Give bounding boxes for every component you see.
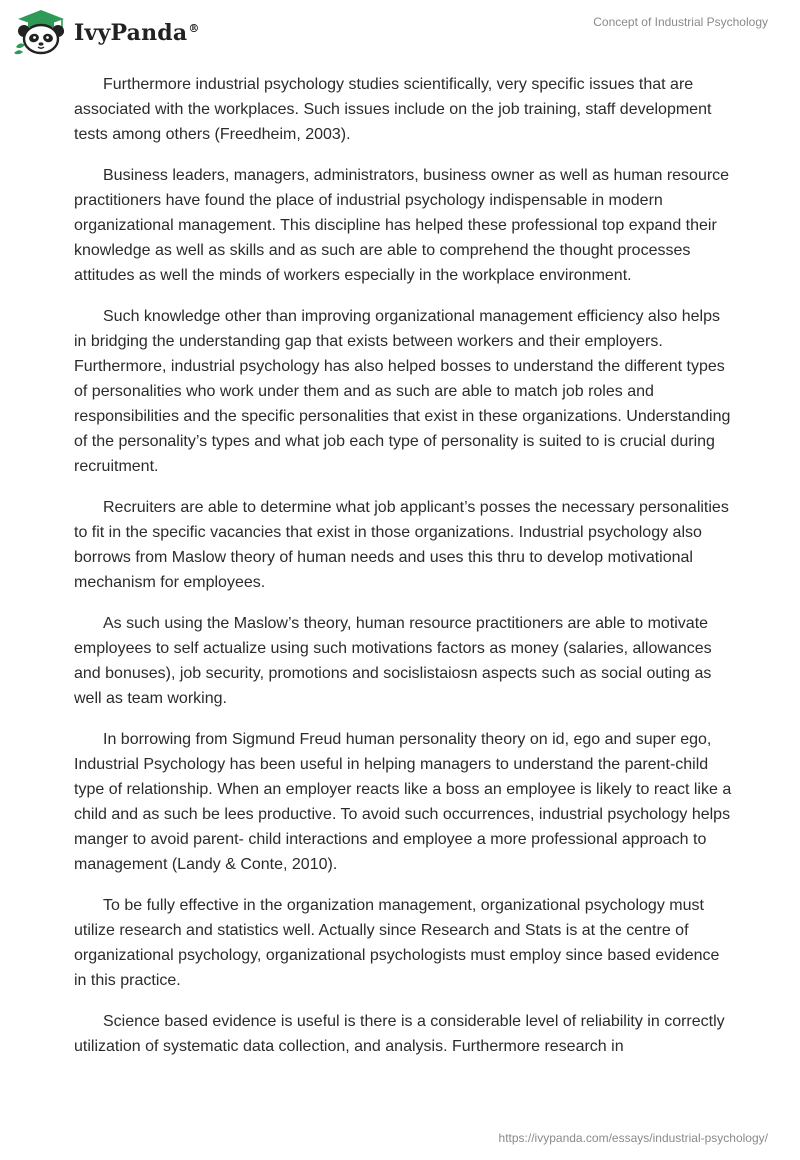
paragraph: In borrowing from Sigmund Freud human personality theory on id, ego and super ego, Industrial Psychology has been useful in helping managers to understand the parent-child type of relationship. When an employer reacts like a boss an employee is likely to react like a child and as such be lees productive. To avoid such occurrences, industrial psychology helps manger to avoid parent- child interactions and employee a more professional approach to management (Landy & Conte, 2010). <box>74 731 732 873</box>
paragraph: Business leaders, managers, administrators, business owner as well as human resource practitioners have found the place of industrial psychology indispensable in modern organizational management. This discipline has helped these professional top expand their knowledge as well as skills and as such are able to comprehend the thought processes attitudes as well the minds of workers especially in the workplace environment. <box>74 167 730 284</box>
source-url[interactable]: https://ivypanda.com/essays/industrial-psychology/ <box>498 1131 768 1145</box>
registered-mark: ® <box>188 21 200 35</box>
essay-body <box>74 72 734 1075</box>
page-header <box>0 0 800 60</box>
brand-name <box>74 20 200 46</box>
paragraph: Recruiters are able to determine what job applicant’s posses the necessary personalities to fit in the specific vacancies that exist in those organizations. Industrial psychology also borrows from Maslow theory of human needs and uses this thru to develop motivational mechanism for employees. <box>74 499 729 591</box>
document-title: Concept of Industrial Psychology <box>593 15 768 29</box>
paragraph: Such knowledge other than improving organizational management efficiency also helps in bridging the understanding gap that exists between workers and their employers. Furthermore, industrial psychology has also helped bosses to understand the different types of personalities who work under them and as such are able to match job roles and responsibilities and the specific personalities that exist in these organizations. Understanding of the personality’s types and what job each type of personality is suited to is crucial during recruitment. <box>74 308 731 475</box>
brand-logo[interactable] <box>14 9 200 55</box>
panda-graduate-logo-icon <box>14 9 68 55</box>
paragraph: Science based evidence is useful is there is a considerable level of reliability in correctly utilization of systematic data collection, and analysis. Furthermore research in <box>74 1013 725 1055</box>
paragraph: Furthermore industrial psychology studies scientifically, very specific issues that are associated with the workplaces. Such issues include on the job training, staff development tests among others (Freedheim, 2003). <box>74 76 712 143</box>
paragraph: As such using the Maslow’s theory, human resource practitioners are able to motivate employees to self actualize using such motivations factors as money (salaries, allowances and bonuses), job security, promotions and socislistaiosn aspects such as social outing as well as team working. <box>74 615 712 707</box>
paragraph: To be fully effective in the organization management, organizational psychology must utilize research and statistics well. Actually since Research and Stats is at the centre of organizational psychology, organizational psychologists must employ since based evidence in this practice. <box>74 897 720 989</box>
brand-name-text: IvyPanda <box>74 20 188 46</box>
